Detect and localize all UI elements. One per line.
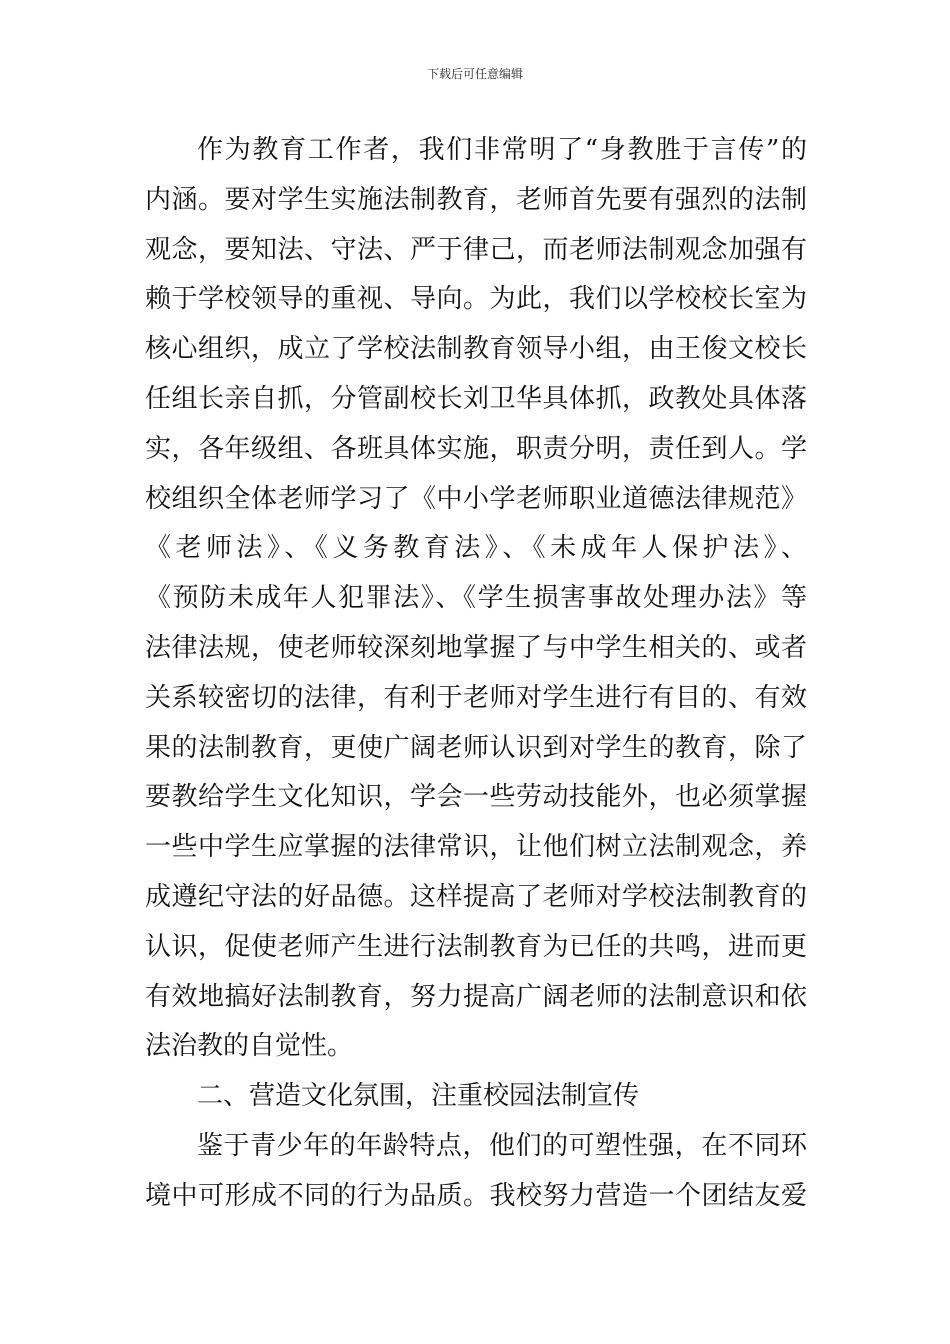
paragraph-line: 要教给学生文化知识，学会一些劳动技能外，也必须掌握	[145, 782, 807, 813]
paragraph-line: 认识，促使老师产生进行法制教育为已任的共鸣，进而更	[145, 931, 807, 962]
paragraph-line: 法律法规，使老师较深刻地掌握了与中学生相关的、或者	[145, 632, 807, 663]
document-body	[145, 126, 807, 1222]
paragraph-line: 关系较密切的法律，有利于老师对学生进行有目的、有效	[145, 682, 807, 713]
paragraph-line: 任组长亲自抓，分管副校长刘卫华具体抓，政教处具体落	[145, 383, 807, 414]
paragraph-line: 《预防未成年人犯罪法》、《学生损害事故处理办法》等	[145, 583, 807, 614]
paragraph-line: 作为教育工作者，我们非常明了“身教胜于言传”的	[197, 135, 807, 165]
paragraph-line: 境中可形成不同的行为品质。我校努力营造一个团结友爱	[145, 1180, 807, 1211]
paragraph-line: 一些中学生应掌握的法律常识，让他们树立法制观念，养	[145, 832, 807, 863]
paragraph-line: 校组织全体老师学习了《中小学老师职业道德法律规范》	[145, 483, 807, 514]
section-heading: 二、营造文化氛围，注重校园法制宣传	[197, 1081, 640, 1112]
paragraph-line: 成遵纪守法的好品德。这样提高了老师对学校法制教育的	[145, 881, 807, 912]
paragraph-line: 赖于学校领导的重视、导向。为此，我们以学校校长室为	[145, 284, 807, 315]
paragraph-line: 《老师法》、《义务教育法》、《未成年人保护法》、	[145, 533, 807, 564]
paragraph-line: 有效地搞好法制教育，努力提高广阔老师的法制意识和依	[145, 981, 807, 1012]
paragraph-line: 观念，要知法、守法、严于律己，而老师法制观念加强有	[145, 234, 807, 265]
paragraph-line: 内涵。要对学生实施法制教育，老师首先要有强烈的法制	[145, 184, 807, 215]
paragraph-line: 果的法制教育，更使广阔老师认识到对学生的教育，除了	[145, 732, 807, 763]
paragraph-line: 鉴于青少年的年龄特点，他们的可塑性强，在不同环	[197, 1130, 807, 1161]
paragraph-line: 实，各年级组、各班具体实施，职责分明，责任到人。学	[145, 433, 807, 464]
paragraph-line: 法治教的自觉性。	[145, 1031, 354, 1062]
page-header: 下载后可任意编辑	[426, 67, 523, 81]
paragraph-line: 核心组织，成立了学校法制教育领导小组，由王俊文校长	[145, 334, 807, 365]
